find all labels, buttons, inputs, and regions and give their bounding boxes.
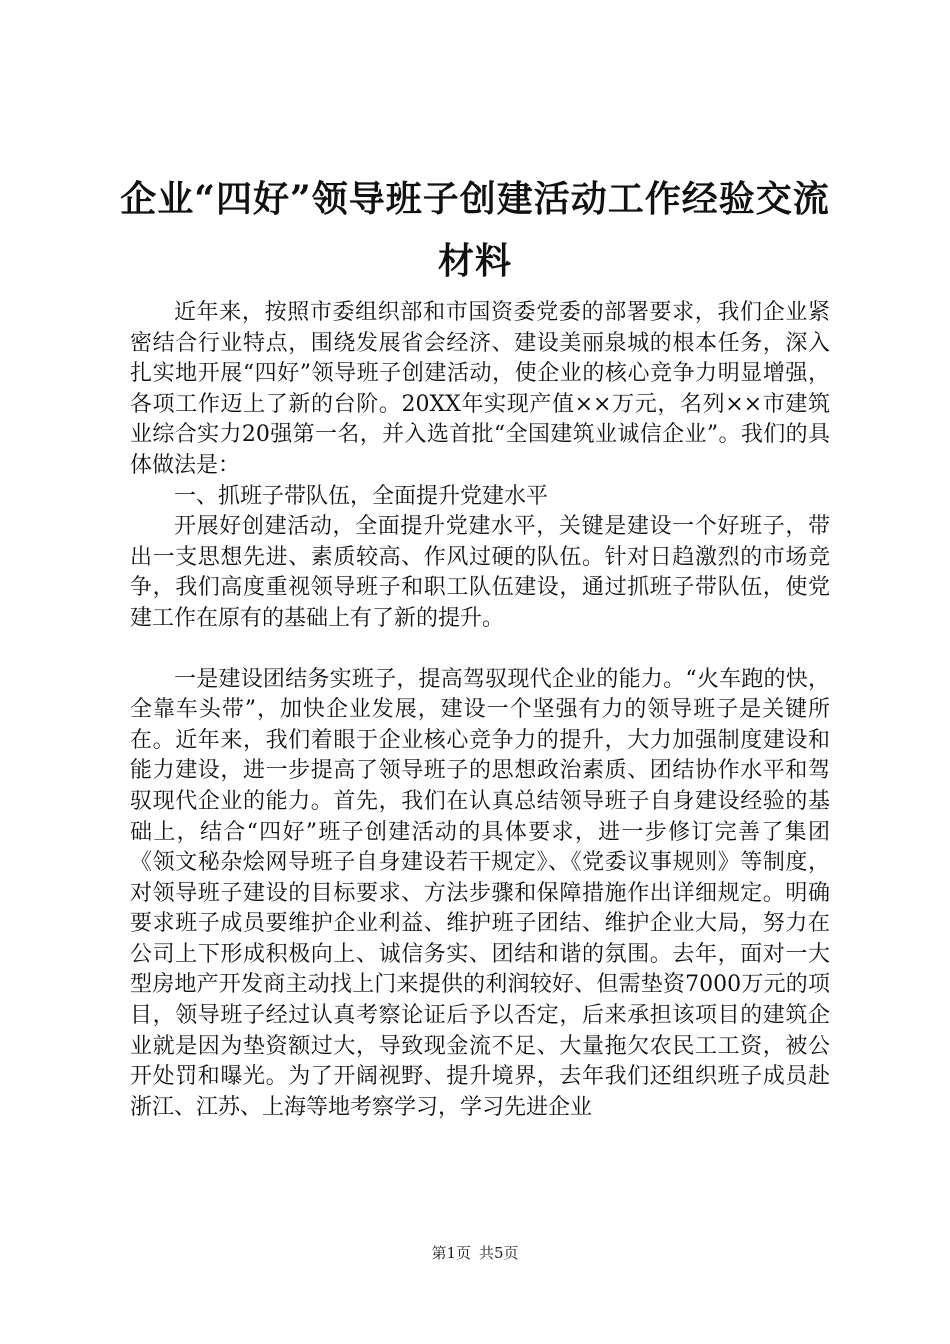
page-number: 第1页 (431, 1244, 471, 1262)
paragraph-point-1: 一是建设团结务实班子，提高驾驭现代企业的能力。“火车跑的快，全靠车头带”，加快企业发展，建设一个坚强有力的领导班子是关键所在。近年来，我们着眼于企业核心竞争力的提升，大力加强制度建设和能力建设，进一步提高了领导班子的思想政治素质、团结协作水平和驾驭现代企业的能力。首先，我们在认真总结领导班子自身建设经验的基础上，结合“四好”班子创建活动的具体要求，进一步修订完善了集团《领文秘杂烩网导班子自身建设若干规定》、《党委议事规则》等制度，对领导班子建设的目标要求、方法步骤和保障措施作出详细规定。明确要求班子成员要维护企业利益、维护班子团结、维护企业大局，努力在公司上下形成积极向上、诚信务实、团结和谐的氛围。去年，面对一大型房地产开发商主动找上门来提供的利润较好、但需垫资7000万元的项目，领导班子经过认真考察论证后予以否定，后来承担该项目的建筑企业就是因为垫资额过大，导致现金流不足、大量拖欠农民工工资，被公开处罚和曝光。为了开阔视野、提升境界，去年我们还组织班子成员赴浙江、江苏、上海等地考察学习，学习先进企业 (130, 666, 830, 1120)
paragraph-intro: 近年来，按照市委组织部和市国资委党委的部署要求，我们企业紧密结合行业特点，围绕发展省会经济、建设美丽泉城的根本任务，深入扎实地开展“四好”领导班子创建活动，使企业的核心竞争力明显增强，各项工作迈上了新的台阶。20XX年实现产值××万元，名列××市建筑业综合实力20强第一名，并入选首批“全国建筑业诚信企业”。我们的具体做法是： (130, 300, 830, 478)
page-footer (0, 1242, 950, 1263)
section-heading-1: 一、抓班子带队伍，全面提升党建水平 (174, 483, 549, 509)
document-body (130, 298, 830, 1123)
page-total: 共5页 (479, 1244, 519, 1262)
paragraph-section-1: 开展好创建活动，全面提升党建水平，关键是建设一个好班子，带出一支思想先进、素质较高、作风过硬的队伍。针对日趋激烈的市场竞争，我们高度重视领导班子和职工队伍建设，通过抓班子带队伍，使党建工作在原有的基础上有了新的提升。 (130, 514, 830, 631)
document-title: 企业“四好”领导班子创建活动工作经验交流材料 (120, 178, 830, 282)
